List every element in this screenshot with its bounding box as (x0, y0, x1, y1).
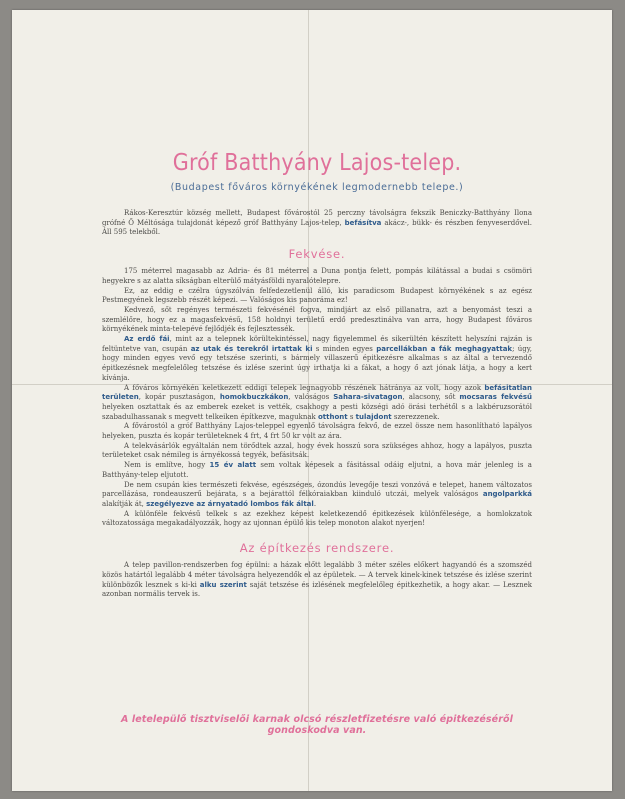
paragraph-buyers: A telekvásárlók egyáltalán nem törődtek azzal, hogy évek hosszú sora szükséges ahhoz, hogy a lapályos, puszta területeket csak némileg is árnyékossá tegyék, befásitsák. (102, 441, 532, 460)
years-text-1: Nem is említve, hogy (124, 461, 210, 470)
settlements-text-1: A főváros környékén keletkezett eddigi telepek legnagyobb részének hátránya az volt, hogy azok (124, 383, 485, 392)
highlight-erdo-fai: Az erdő fái (124, 335, 170, 344)
highlight-tulajdont: tulajdont (355, 412, 392, 421)
trees-text-1: , mint az a telepnek körültekintéssel, nagy figyelemmel és sikerültén készített helyszíni rajzán is feltüntetve van, csupán (102, 335, 532, 353)
park-text-1: De nem csupán kies természeti fekvése, egészséges, ózondús levegője teszi vonzóvá e telepet, hanem változatos parcellázása, rondeauszerű bejárata, s a bejárattól félkóraiakban kiinduló utczái, melyek valóságos (102, 480, 532, 499)
document-title: Gróf Batthyány Lajos-telep. (172, 150, 462, 176)
highlight-alku-szerint: alku szerint (199, 580, 247, 589)
intro-text-2: akácz-, bükk- és részben fenyveserdővel. Áll 595 telekből. (102, 218, 532, 237)
highlight-angolpark: angolparkká (482, 490, 532, 499)
document-sheet (12, 10, 612, 791)
paragraph-panorama: Ez, az eddig e czélra úgyszólván felfedezetlenül álló, kis paradicsom Budapest környékének s az egész Pestmegyének legszebb részét képezi. — Valóságos kis panoráma ez! (102, 286, 532, 305)
pavilion-text-2: saját tetszése és izlésének megfelelőleg épitkezhetik, a hogy akar. — Lesznek azonban normális tervek is. (102, 580, 532, 599)
settlements-text-5: helyeken osztattak és az emberek ezeket is vették, csakhogy a pesti községi adó örási terhétől s a lakbéruzsorától szabadulhassanak s megvett telkeiken építkezve, maguknak (102, 402, 532, 421)
section-heading-fekvese: Fekvése. (288, 247, 346, 262)
highlight-befasitatlan: befásitatlan területen (102, 383, 532, 402)
highlight-otthont: otthont (317, 412, 348, 421)
settlements-text-2: , kopár pusztaságon, (138, 393, 220, 402)
footer-notice: A letelepülő tisztviselői karnak olcsó részletfizetésre való épitkezéséről gondoskodva van. (121, 714, 513, 736)
paragraph-pavilion-system (102, 561, 532, 600)
years-text-2: sem voltak képesek a fásitással odáig eljutni, a hova már jelenleg is a Batthyány-telep eljutott. (102, 461, 532, 479)
paragraph-other-settlements (102, 384, 532, 423)
highlight-utak: az utak és terekről irtattak ki (190, 344, 313, 353)
paragraph-park (102, 481, 532, 510)
intro-text-1: Rákos-Keresztúr község mellett, Budapest fővárostól 25 perczny távolságra fekszik Beniczky-Batthyány Ilona grófné Ő Méltósága tulajdonát képező gróf Batthyány Lajos-telep, (102, 209, 532, 227)
park-text-2: alakítják át, (102, 499, 147, 508)
park-text-3: . (313, 499, 317, 508)
highlight-mocsaras: mocsaras fekvésű (459, 393, 532, 402)
paragraph-fifteen-years (102, 461, 532, 480)
intro-paragraph (102, 209, 532, 238)
highlight-parcellak: parcellákban a fák meghagyattak (376, 344, 513, 353)
document-body (102, 150, 532, 600)
paragraph-prices: A fővárostól a gróf Batthyány Lajos-teleppel egyenlő távolságra fekvő, de ezzel össze nem hasonlítható lapályos helyeken, puszta és kopár területeknek 4 frt, 4 frt 50 kr volt az ára. (102, 422, 532, 441)
paragraph-trees (102, 335, 532, 384)
highlight-homokbuczkak: homokbuczkákon (219, 393, 289, 402)
settlements-text-7: szerezzenek. (391, 412, 440, 421)
settlements-text-6: s (347, 412, 356, 421)
section-heading-epitkezes: Az építkezés rendszere. (239, 541, 395, 556)
highlight-15-ev: 15 év alatt (209, 461, 257, 470)
document-subtitle: (Budapest főváros környékének legmodernebb telepe.) (170, 182, 464, 193)
paragraph-predestined: Kedvező, sőt regényes természeti fekvésénél fogva, mindjárt az első pillanatra, azt a benyomást teszi a szemlélőre, hogy ez a magasfekvésű, 158 holdnyi területű erdő predesztinálva van arra, hogy Budapest főváros környékének minta-telepévé fejlődjék és fejlesztessék. (102, 305, 532, 334)
paragraph-variety: A különféle fekvésű telkek s az ezekhez képest keletkezendő épitkezések különfélesége, a homlokzatok változatossága megakadályozzák, hogy az ujonnan épülő kis telep monoton alakot nyerjen! (102, 509, 532, 528)
settlements-text-4: , alacsony, sőt (402, 393, 460, 402)
pavilion-text-1: A telep pavillon-rendszerben fog épülni: a házak előtt legalább 3 méter széles előkert hagyandó és a szomszéd közös határtól legalább 4 méter távolságra helyezendők el az épületek. — A tervek kinek-kinek tetszése és izlése szerint különbözők lesznek s ki-ki (102, 561, 532, 589)
highlight-lombos-fak: szegélyezve az árnyatadó lombos fák által (146, 499, 314, 508)
paragraph-altitude: 175 méterrel magasabb az Adria- és 81 méterrel a Duna pontja felett, pompás kilátással a budai s csömöri hegyekre s az alatta síkságban elterülő mátyásföldi nyaralótelepre. (102, 267, 532, 285)
intro-highlight-befasitva: befásítva (344, 218, 382, 227)
highlight-sahara: Sahara-sivatagon (333, 393, 403, 402)
trees-text-3: ; úgy, hogy minden egyes vevő egy tetszése szerinti, s bármely villaszerű épitkezésre alkalmas s az által a tervezendő épitkezésnek megfelelőleg tetszése és izlése szerint úgy irthatja ki a fákat, a hogy ő azt jónak látja, a hogy a kert kívánja. (102, 344, 533, 382)
trees-text-2: s minden egyes (312, 344, 377, 353)
settlements-text-3: , valóságos (288, 393, 334, 402)
